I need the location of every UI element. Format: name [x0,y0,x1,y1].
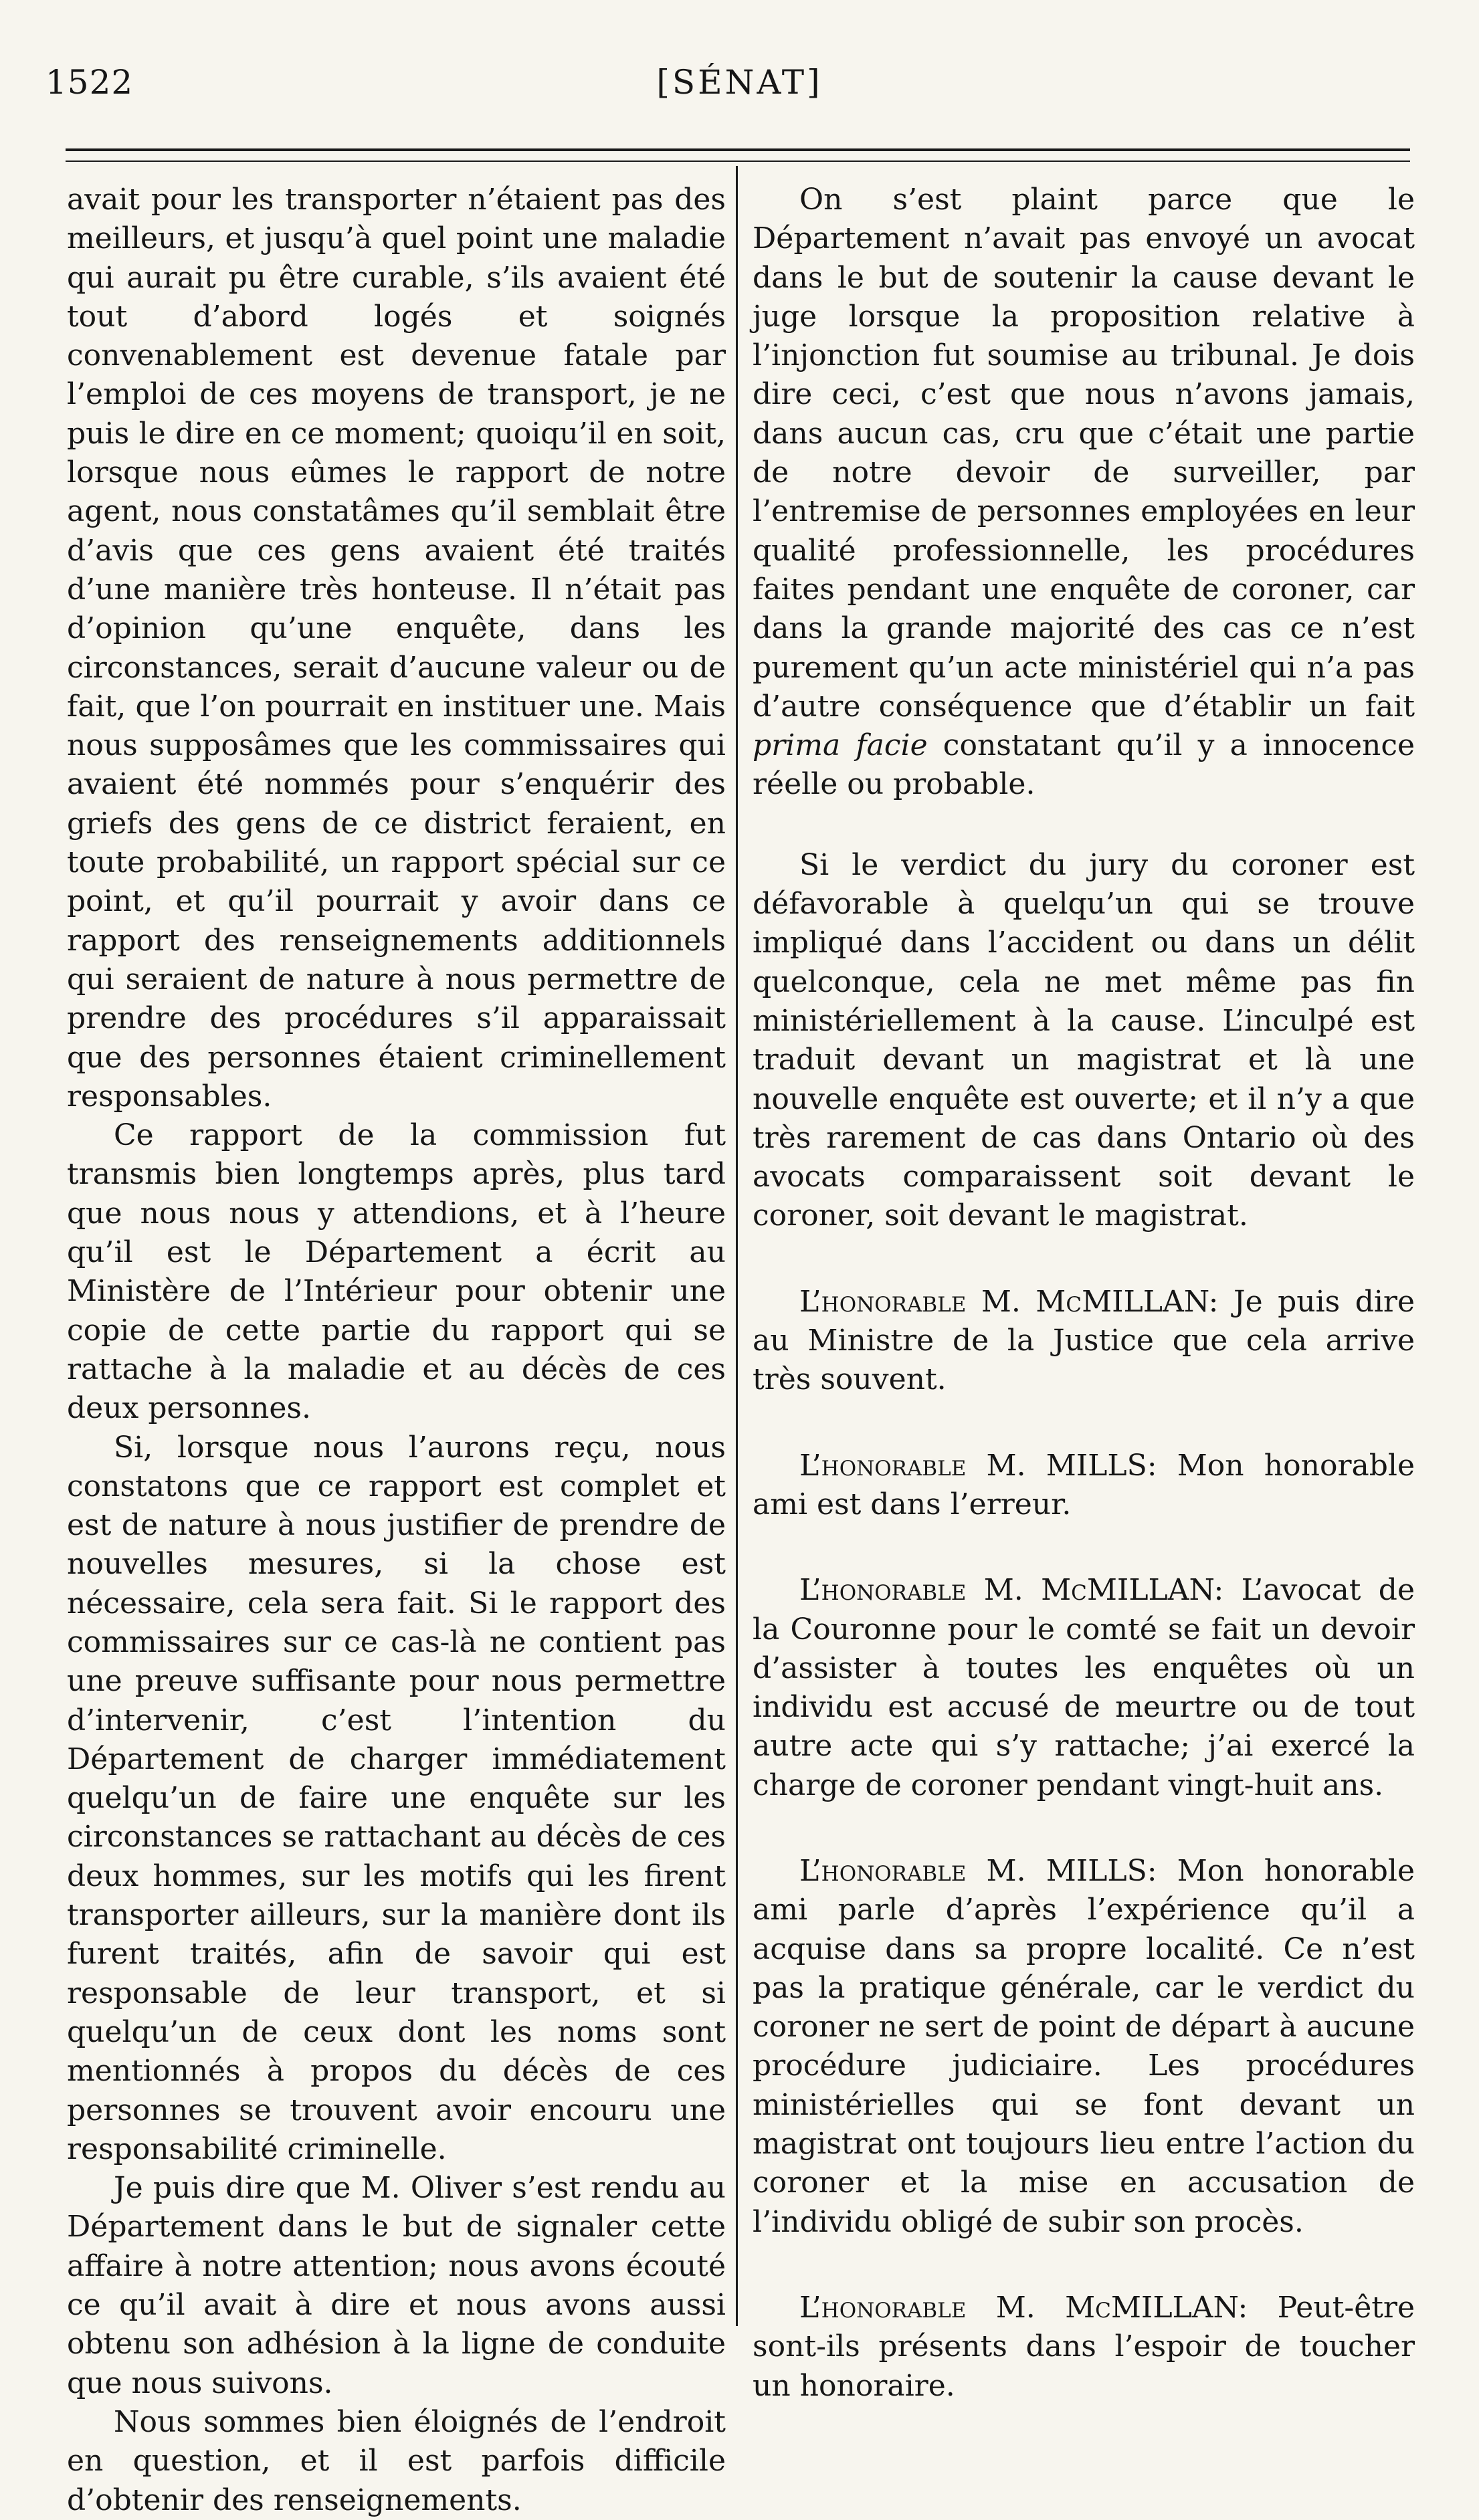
speech-text: Peut-être sont-ils présents dans l’espoir de toucher un honoraire. [753,2290,1415,2403]
speaker-name: L’honorable M. MILLS: [799,1853,1157,1888]
speech [753,1283,1415,1400]
paragraph: Si, lorsque nous l’aurons reçu, nous constatons que ce rapport est complet et est de nature à nous justifier de prendre de nouvelles mesures, si la chose est nécessaire, cela sera fait. Si le rapport des commissaires sur ce cas-là ne contient pas une preuve suffisante pour nous permettre d’intervenir, c’est l’intention du Département de charger immédiatement quelqu’un de faire une enquête sur les circonstances se rattachant au décès de ces deux hommes, sur les motifs qui les firent transporter ailleurs, sur la manière dont ils furent traités, afin de savoir qui est responsable de leur transport, et si quelqu’un de ceux dont les noms sont mentionnés à propos du décès de ces personnes se trouvent avoir encouru une responsabilité criminelle. [67,1430,726,2166]
header-rule [66,148,1410,151]
paragraph-text: On s’est plaint parce que le Département n’avait pas envoyé un avocat dans le but de soutenir la cause devant le juge lorsque la proposition relative à l’injonction fut soumise au tribunal. Je dois dire ceci, c’est que nous n’avons jamais, dans aucun cas, cru que c’était une partie de notre devoir de surveiller, par l’entremise de personnes employées en leur qualité professionnelle, les procédures faites pendant une enquête de coroner, car dans la grande majorité des cas ce n’est purement qu’un acte ministériel qui n’a pas d’autre conséquence que d’établir un fait [753,183,1415,724]
speaker-name: L’honorable M. McMILLAN: [799,1284,1219,1319]
paragraph: Je puis dire que M. Oliver s’est rendu au Département dans le but de signaler cette affaire à notre attention; nous avons écouté ce qu’il avait à dire et nous avons aussi obtenu son adhésion à la ligne de conduite que nous suivons. [67,2171,726,2400]
latin-term: prima facie [753,728,928,763]
right-column [753,181,1415,2406]
page-number: 1522 [45,63,134,102]
paragraph [753,181,1415,805]
paragraph: Ce rapport de la commission fut transmis bien longtemps après, plus tard que nous nous y attendions, et à l’heure qu’il est le Département a écrit au Ministère de l’Intérieur pour obtenir une copie de cette partie du rapport qui se rattache à la maladie et au décès de ces deux personnes. [67,1118,726,1426]
speaker-name: L’honorable M. MILLS: [799,1448,1157,1483]
paragraph: Si le verdict du jury du coroner est défavorable à quelqu’un qui se trouve impliqué dans l’accident ou dans un délit quelconque, cela ne met même pas fin ministériellement à la cause. L’inculpé est traduit devant un magistrat et là une nouvelle enquête est ouverte; et il n’y a que très rarement de cas dans Ontario où des avocats comparaissent soit devant le coroner, soit devant le magistrat. [753,847,1415,1233]
column-divider [736,166,738,2326]
speech-text: Mon honorable ami est dans l’erreur. [753,1448,1415,1521]
speech [753,1447,1415,1525]
speech [753,1852,1415,2242]
speech-text: Je puis dire au Ministre de la Justice que cela arrive très souvent. [753,1284,1415,1397]
speech-text: Mon honorable ami parle d’après l’expérience qu’il a acquise dans sa propre localité. Ce n’est pas la pratique générale, car le verdict du coroner ne sert de point de départ à aucune procédure judiciaire. Les procédures ministérielles qui se font devant un magistrat ont toujours lieu entre l’action du coroner et la mise en accusation de l’individu obligé de subir son procès. [753,1853,1415,2239]
paragraph: Nous sommes bien éloignés de l’endroit en question, et il est parfois difficile d’obtenir des renseignements. [67,2404,726,2517]
paragraph: avait pour les transporter n’étaient pas des meilleurs, et jusqu’à quel point une maladie qui aurait pu être curable, s’ils avaient été tout d’abord logés et soignés convenablement est devenue fatale par l’emploi de ces moyens de transport, je ne puis le dire en ce moment; quoiqu’il en soit, lorsque nous eûmes le rapport de notre agent, nous constatâmes qu’il semblait être d’avis que ces gens avaient été traités d’une manière très honteuse. Il n’était pas d’opinion qu’une enquête, dans les circonstances, serait d’aucune valeur ou de fait, que l’on pourrait en instituer une. Mais nous supposâmes que les commissaires qui avaient été nommés pour s’enquérir des griefs des gens de ce district feraient, en toute probabilité, un rapport spécial sur ce point, et qu’il pourrait y avoir dans ce rapport des renseignements additionnels qui seraient de nature à nous permettre de prendre des procédures s’il apparaissait que des personnes étaient criminellement responsables. [67,183,726,1114]
speaker-name: L’honorable M. McMILLAN: [799,2290,1248,2325]
running-title: [SÉNAT] [656,63,823,102]
speech [753,1571,1415,1805]
speech [753,2289,1415,2406]
header-rule-thin [66,161,1410,162]
paragraph-text: constatant qu’il y a innocence réelle ou probable. [753,728,1415,802]
speaker-name: L’honorable M. McMILLAN: [799,1573,1224,1608]
left-column [67,181,726,2520]
speech-text: L’avocat de la Couronne pour le comté se fait un devoir d’assister à toutes les enquêtes où un individu est accusé de meurtre ou de tout autre acte qui s’y rattache; j’ai exercé la charge de coroner pendant vingt-huit ans. [753,1573,1415,1802]
